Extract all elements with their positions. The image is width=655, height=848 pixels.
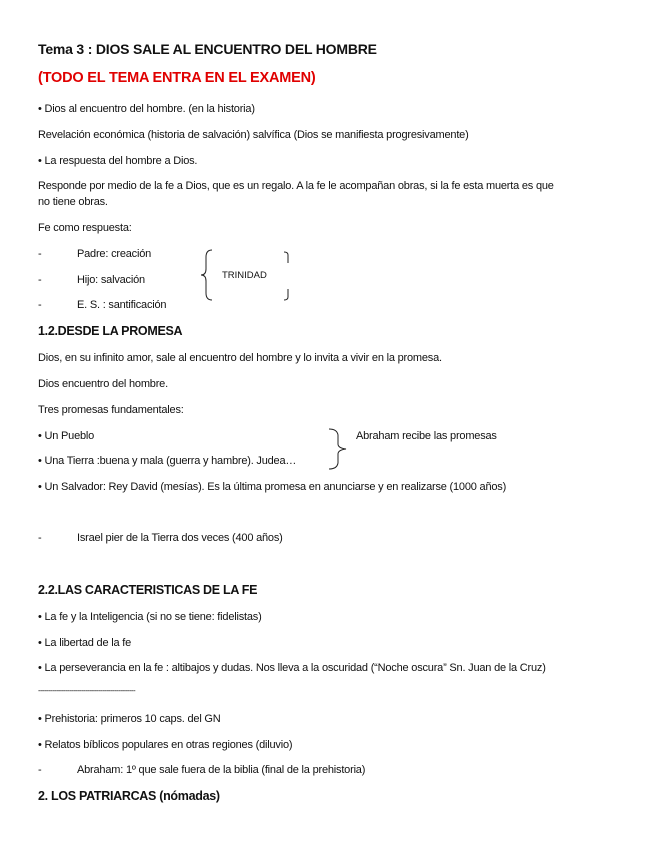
page-title: Tema 3 : DIOS SALE AL ENCUENTRO DEL HOMBRE: [38, 41, 377, 57]
bullet-relatos: • Relatos bíblicos populares en otras regiones (diluvio): [38, 739, 293, 751]
paragraph-respuesta: • La respuesta del hombre a Dios.: [38, 155, 198, 167]
paragraph-tres-promesas: Tres promesas fundamentales:: [38, 404, 184, 416]
paragraph-responde-line2: no tiene obras.: [38, 196, 108, 208]
dash-marker: -: [38, 248, 42, 260]
trinity-item-hijo: Hijo: salvación: [77, 274, 145, 286]
bullet-perseverancia: • La perseverancia en la fe : altibajos y dudas. Nos lleva a la oscuridad (“Noche oscura” Sn. Juan de la Cruz): [38, 662, 546, 674]
paragraph-responde-line1: Responde por medio de la fe a Dios, que es un regalo. A la fe le acompañan obras, si la fe esta muerta es que: [38, 180, 554, 192]
trinity-label: TRINIDAD: [222, 270, 267, 281]
bullet-pueblo: • Un Pueblo: [38, 430, 95, 442]
dash-marker: -: [38, 764, 42, 776]
separator-line: -----------------------------------------------: [38, 686, 136, 695]
trinity-item-es: E. S. : santificación: [77, 299, 167, 311]
right-brace-icon: [328, 428, 350, 470]
dash-marker: -: [38, 532, 42, 544]
dash-marker: -: [38, 299, 42, 311]
left-brace-icon: [200, 249, 214, 301]
brace-note-abraham: Abraham recibe las promesas: [356, 430, 497, 442]
bullet-salvador: • Un Salvador: Rey David (mesías). Es la última promesa en anunciarse y en realizarse (1000 años): [38, 481, 507, 493]
exam-note: (TODO EL TEMA ENTRA EN EL EXAMEN): [38, 70, 316, 86]
heading-caracteristicas-fe: 2.2.LAS CARACTERISTICAS DE LA FE: [38, 583, 258, 597]
dash-marker: -: [38, 274, 42, 286]
paragraph-dios-encuentro-hombre: Dios encuentro del hombre.: [38, 378, 168, 390]
bullet-libertad-fe: • La libertad de la fe: [38, 637, 132, 649]
heading-desde-la-promesa: 1.2.DESDE LA PROMESA: [38, 324, 183, 338]
item-abraham: Abraham: 1º que sale fuera de la biblia (final de la prehistoria): [77, 764, 366, 776]
heading-patriarcas: 2. LOS PATRIARCAS (nómadas): [38, 789, 220, 803]
paragraph-infinito-amor: Dios, en su infinito amor, sale al encuentro del hombre y lo invita a vivir en la promesa.: [38, 352, 442, 364]
trinity-item-padre: Padre: creación: [77, 248, 152, 260]
bullet-tierra: • Una Tierra :buena y mala (guerra y hambre). Judea…: [38, 455, 297, 467]
paragraph-fe-respuesta: Fe como respuesta:: [38, 222, 132, 234]
bullet-fe-inteligencia: • La fe y la Inteligencia (si no se tiene: fidelistas): [38, 611, 262, 623]
bullet-prehistoria: • Prehistoria: primeros 10 caps. del GN: [38, 713, 221, 725]
right-bracket-icon: [283, 251, 291, 301]
paragraph-revelacion: Revelación económica (historia de salvación) salvífica (Dios se manifiesta progresivamente): [38, 129, 469, 141]
item-israel: Israel pier de la Tierra dos veces (400 años): [77, 532, 283, 544]
paragraph-dios-encuentro: • Dios al encuentro del hombre. (en la historia): [38, 103, 255, 115]
